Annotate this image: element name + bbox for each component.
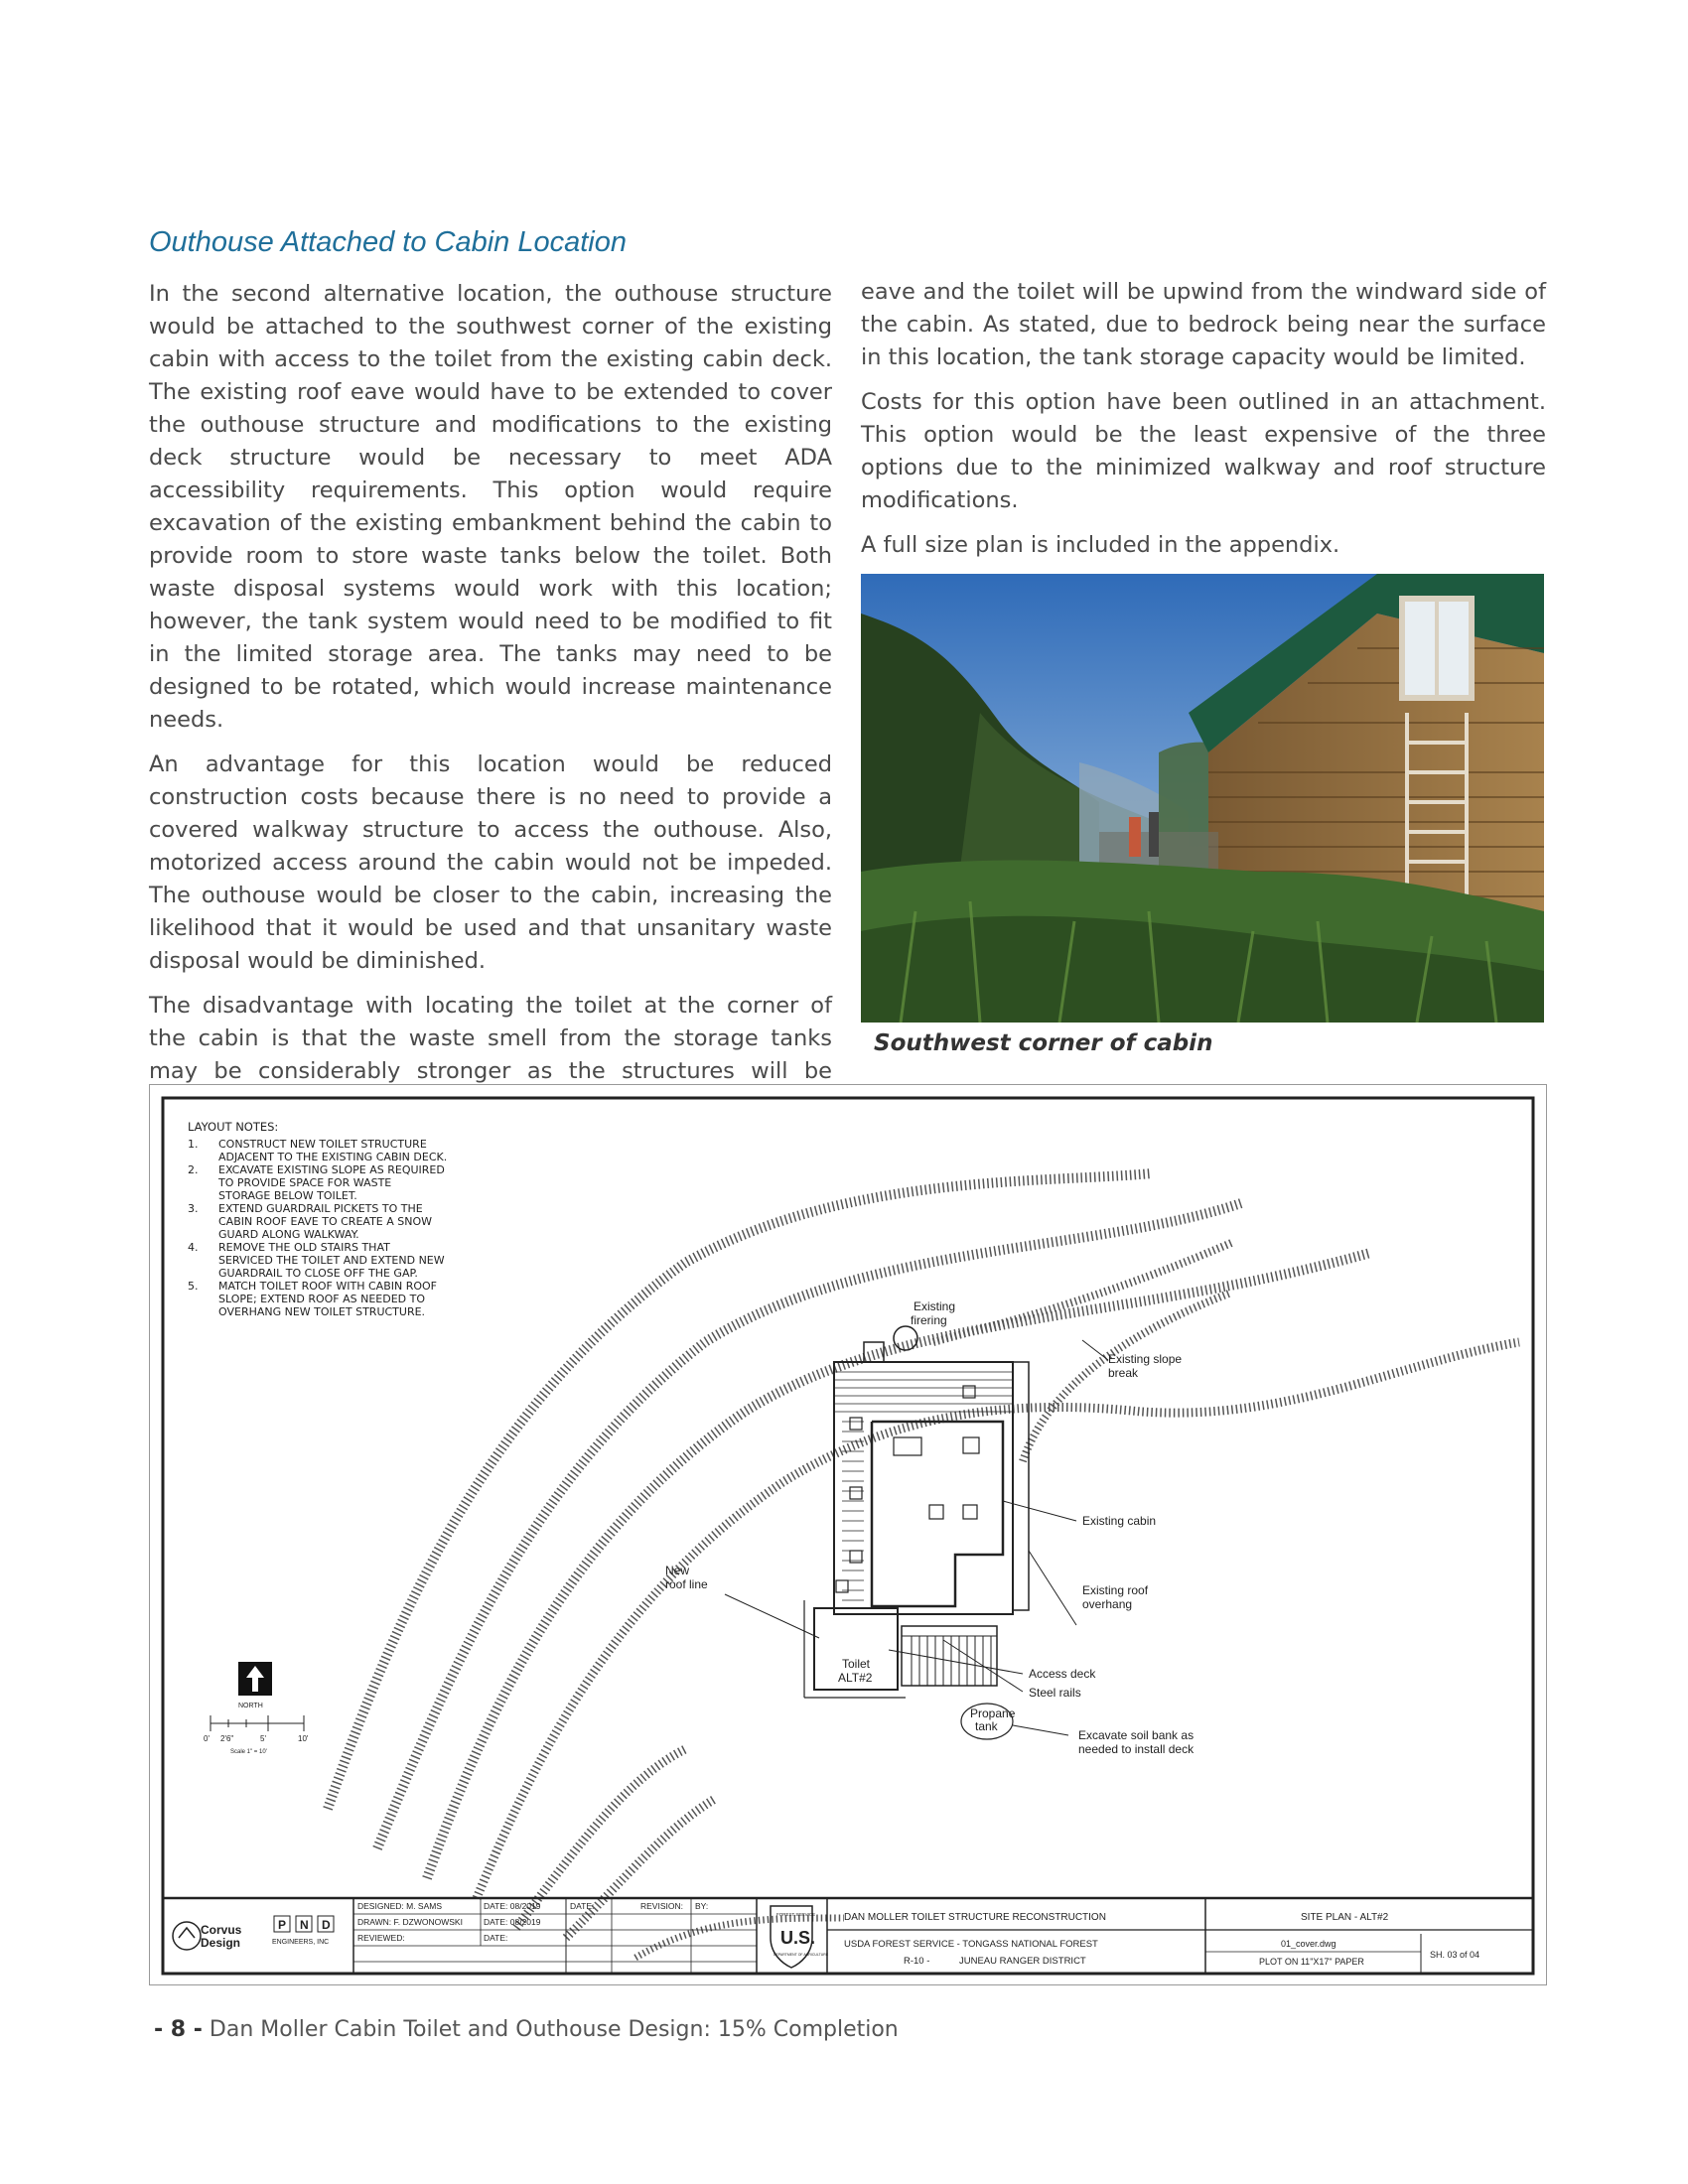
slope-break-label-2: break (1108, 1366, 1139, 1380)
svg-text:STORAGE BELOW TOILET.: STORAGE BELOW TOILET. (218, 1189, 357, 1202)
new-roof-label-2: roof line (665, 1577, 708, 1591)
sheet-number: SH. 03 of 04 (1430, 1950, 1480, 1960)
svg-text:5.: 5. (188, 1280, 199, 1293)
revision-header: REVISION: (640, 1901, 683, 1911)
new-roof-label-1: New (665, 1564, 690, 1577)
site-plan-drawing (149, 1084, 1547, 1985)
toilet-label-2: ALT#2 (838, 1671, 873, 1685)
file-name: 01_cover.dwg (1281, 1939, 1336, 1949)
sheet-title: SITE PLAN - ALT#2 (1301, 1912, 1389, 1923)
left-text-column (149, 278, 832, 1133)
page-footer (154, 2017, 899, 2042)
svg-text:ADJACENT TO THE EXISTING CABIN: ADJACENT TO THE EXISTING CABIN DECK. (218, 1151, 448, 1163)
page-number: - 8 - (154, 2017, 203, 2042)
agency-name: USDA FOREST SERVICE - TONGASS NATIONAL FOREST (844, 1939, 1098, 1950)
svg-text:CABIN ROOF EAVE TO CREATE A SN: CABIN ROOF EAVE TO CREATE A SNOW (218, 1215, 432, 1228)
existing-cabin-label: Existing cabin (1082, 1514, 1157, 1528)
revision-by-header: BY: (695, 1901, 709, 1911)
paragraph: In the second alternative location, the outhouse structure would be attached to the southwest corner of the existing cabin with access to the toilet from the existing cabin deck. The existing roof eave would have to be extended to cover the outhouse structure and modifications to the existing deck structure would be necessary to meet ADA accessibility requirements. This option would require excavation of the existing embankment behind the cabin to provide room to store waste tanks below the toilet. Both waste disposal systems would work with this location; however, the tank system would need to be modified to fit in the limited storage area. The tanks may need to be designed to be rotated, which would increase maintenance needs. (149, 281, 832, 733)
svg-text:GUARD ALONG WALKWAY.: GUARD ALONG WALKWAY. (218, 1228, 359, 1241)
firering-label-1: Existing (914, 1299, 956, 1313)
svg-text:U.S.: U.S. (780, 1928, 816, 1948)
paragraph: The disadvantage with locating the toilet at the corner of the cabin is that the waste smell from the storage tanks may be considerably stronger as the structures will be (149, 993, 832, 1084)
propane-label-1: Propane (970, 1706, 1016, 1720)
access-deck-label: Access deck (1029, 1667, 1096, 1681)
reviewed-by: REVIEWED: (357, 1933, 405, 1943)
svg-text:EXTEND GUARDRAIL PICKETS TO TH: EXTEND GUARDRAIL PICKETS TO THE (218, 1202, 423, 1215)
svg-text:OVERHANG NEW TOILET STRUCTURE.: OVERHANG NEW TOILET STRUCTURE. (218, 1305, 426, 1318)
paragraph: eave and the toilet will be upwind from the windward side of the cabin. As stated, due to bedrock being near the surface in this location, the tank storage capacity would be limited. (861, 279, 1546, 370)
designed-by: DESIGNED: M. SAMS (357, 1901, 443, 1911)
drawn-date: DATE: 08/2019 (484, 1917, 541, 1927)
svg-text:D: D (322, 1918, 331, 1932)
svg-text:SERVICED THE TOILET AND EXTEND: SERVICED THE TOILET AND EXTEND NEW (218, 1254, 445, 1267)
svg-text:Corvus: Corvus (201, 1923, 242, 1937)
north-label: NORTH (238, 1703, 263, 1709)
photo-caption: Southwest corner of cabin (874, 1030, 1213, 1056)
svg-text:MATCH TOILET ROOF WITH CABIN R: MATCH TOILET ROOF WITH CABIN ROOF (218, 1280, 437, 1293)
plot-note: PLOT ON 11"X17" PAPER (1259, 1957, 1364, 1967)
note-5 (188, 1280, 437, 1318)
cabin-photo (861, 574, 1544, 1023)
svg-text:1.: 1. (188, 1138, 199, 1151)
svg-text:DEPARTMENT OF AGRICULTURE: DEPARTMENT OF AGRICULTURE (774, 1953, 829, 1957)
district: JUNEAU RANGER DISTRICT (959, 1956, 1086, 1967)
designed-date: DATE: 08/2019 (484, 1901, 541, 1911)
pnd-logo (272, 1916, 334, 1946)
notes-title: LAYOUT NOTES: (188, 1120, 279, 1134)
svg-text:ENGINEERS, INC: ENGINEERS, INC (272, 1939, 330, 1946)
paragraph: Costs for this option have been outlined in an attachment. This option would be the least expensive of the three options due to the minimized walkway and roof structure modifications. (861, 389, 1546, 513)
svg-text:REMOVE THE OLD STAIRS THAT: REMOVE THE OLD STAIRS THAT (218, 1241, 390, 1254)
excavate-label-2: needed to install deck (1078, 1742, 1195, 1756)
svg-text:4.: 4. (188, 1241, 199, 1254)
propane-label-2: tank (975, 1719, 998, 1733)
svg-text:Design: Design (201, 1936, 241, 1950)
svg-text:EXCAVATE EXISTING SLOPE AS REQ: EXCAVATE EXISTING SLOPE AS REQUIRED (218, 1163, 445, 1176)
layout-notes (188, 1120, 447, 1318)
roof-overhang-label-2: overhang (1082, 1597, 1133, 1611)
toilet-label-1: Toilet (842, 1657, 871, 1671)
steel-rails-label: Steel rails (1029, 1686, 1081, 1700)
north-arrow-icon (238, 1662, 272, 1696)
svg-text:N: N (300, 1918, 309, 1932)
project-title: DAN MOLLER TOILET STRUCTURE RECONSTRUCTION (844, 1912, 1106, 1923)
reviewed-date: DATE: (484, 1933, 508, 1943)
section-heading: Outhouse Attached to Cabin Location (149, 226, 627, 258)
svg-text:CONSTRUCT NEW TOILET STRUCTURE: CONSTRUCT NEW TOILET STRUCTURE (218, 1138, 427, 1151)
scale-tick: 5' (260, 1734, 266, 1743)
scale-tick: 0' (204, 1734, 210, 1743)
paragraph: A full size plan is included in the appendix. (861, 532, 1340, 558)
svg-text:3.: 3. (188, 1202, 199, 1215)
scale-note: Scale 1" = 10' (230, 1749, 267, 1755)
right-text-column (861, 276, 1546, 574)
revision-date-header: DATE: (570, 1901, 595, 1911)
footer-title: Dan Moller Cabin Toilet and Outhouse Design: 15% Completion (209, 2017, 899, 2042)
svg-text:FOREST SERVICE: FOREST SERVICE (776, 1912, 816, 1917)
scale-tick: 10' (298, 1734, 309, 1743)
paragraph: An advantage for this location would be reduced construction costs because there is no need to provide a covered walkway structure to access the outhouse. Also, motorized access around the cabin would not be impeded. The outhouse would be closer to the cabin, increasing the likelihood that it would be used and that unsanitary waste disposal would be diminished. (149, 751, 832, 974)
scale-tick: 2'6" (220, 1734, 234, 1743)
drawn-by: DRAWN: F. DZWONOWSKI (357, 1917, 463, 1927)
svg-text:TO PROVIDE SPACE FOR WASTE: TO PROVIDE SPACE FOR WASTE (218, 1176, 392, 1189)
svg-text:GUARDRAIL TO CLOSE OFF THE GAP: GUARDRAIL TO CLOSE OFF THE GAP. (218, 1267, 418, 1280)
region: R-10 - (904, 1956, 930, 1967)
svg-text:P: P (278, 1918, 287, 1932)
note-1 (188, 1138, 447, 1163)
excavate-label-1: Excavate soil bank as (1078, 1728, 1195, 1742)
firering-label-2: firering (911, 1313, 947, 1327)
svg-text:2.: 2. (188, 1163, 199, 1176)
slope-break-label-1: Existing slope (1108, 1352, 1183, 1366)
roof-overhang-label-1: Existing roof (1082, 1583, 1149, 1597)
svg-text:SLOPE; EXTEND ROOF AS NEEDED T: SLOPE; EXTEND ROOF AS NEEDED TO (218, 1293, 426, 1305)
